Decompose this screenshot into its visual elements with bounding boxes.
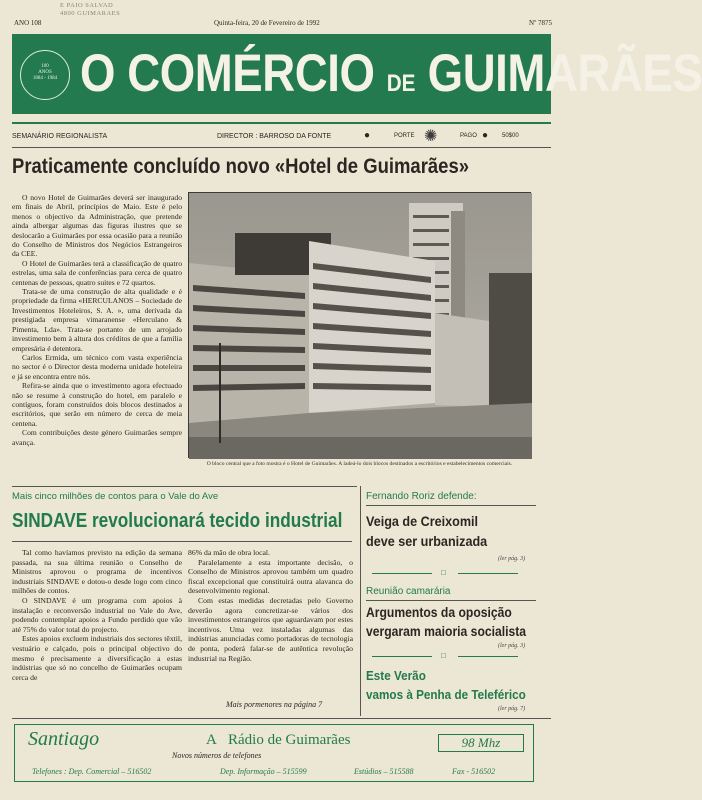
sindave-paragraph: Tal como havíamos previsto na edição da semana passada, na sua última reunião o Conselho de Ministros aprovou o programa de incentivos industriais SINDAVE e dotou-o desde logo com cinco milhões de contos.: [12, 548, 182, 596]
sindave-column-2: [188, 548, 353, 663]
stamp-line-1: E PAIO SALVAD: [60, 2, 114, 9]
bullet-icon-2: ●: [482, 130, 489, 141]
teleferico-headline-2: vamos à Penha de Teleférico: [366, 687, 526, 702]
hotel-building-illustration: [189, 193, 532, 459]
postal-stamp: [60, 2, 120, 18]
sindave-headline: SINDAVE revolucionará tecido industrial: [12, 510, 343, 532]
stamp-line-2: 4800 GUIMARAES: [60, 10, 121, 17]
top-info-line: [14, 19, 552, 31]
subtitle-bar: [12, 122, 551, 148]
seal-line-3: 1884 - 1984: [32, 76, 58, 81]
station-name: Rádio de Guimarães: [228, 732, 351, 748]
issue-number: Nº 7875: [529, 19, 552, 27]
sindave-paragraph: Paralelamente a esta importante decisão, o Conselho de Ministros aprovou também um quadro fiscal excepcional que constituirá outra alavanca do desenvolvimento regional.: [188, 557, 353, 596]
sindave-paragraph: O SINDAVE é um programa com apoios à instalação e reconversão industrial no Vale do Ave, podendo contemplar apoios a Fundo perdido que vão até 75% do valor total do projecto.: [12, 595, 182, 634]
centenary-seal-icon: [20, 50, 70, 100]
divider: [366, 600, 536, 601]
ornament-square-icon: □: [441, 651, 446, 660]
price-label: 50$00: [502, 133, 519, 139]
ornament-line: [372, 656, 432, 657]
divider: [12, 541, 352, 542]
newspaper-title: [80, 42, 702, 106]
station-a: A: [206, 732, 217, 748]
teleferico-headline-1: Este Verão: [366, 668, 426, 683]
sidebar-kicker-roriz: Fernando Roriz defende:: [366, 491, 477, 502]
pago-label: PAGO: [460, 133, 477, 139]
lead-headline: Praticamente concluído novo «Hotel de Guimarães»: [12, 155, 470, 178]
issue-year: ANO 108: [14, 19, 42, 27]
sindave-paragraph: Com estas medidas decretadas pelo Governo deverão agora concretizar-se vários dos investimentos estrangeiros que aguardavam por estes incentivos. Uma vez instaladas algumas das indústrias anunciadas como portadoras de tecnologia de ponta, poderá falar-se de autêntica revolução industrial na Região.: [188, 595, 353, 663]
santiago-brand: Santiago: [28, 728, 100, 750]
phones-subtitle: Novos números de telefones: [172, 751, 262, 760]
divider: [12, 718, 551, 719]
sindave-kicker: Mais cinco milhões de contos para o Vale do Ave: [12, 491, 219, 502]
weekly-label: SEMANÁRIO REGIONALISTA: [12, 133, 108, 140]
director-label: DIRECTOR : BARROSO DA FONTE: [217, 133, 332, 140]
column-divider: [360, 486, 361, 716]
seal-line-1: 100: [41, 64, 49, 69]
see-page-link[interactable]: (ler pág. 7): [498, 706, 526, 712]
phone-informacao: Dep. Informação – 515599: [220, 767, 307, 776]
see-page-link[interactable]: (ler pág. 3): [498, 556, 526, 562]
ornament-square-icon: □: [441, 568, 446, 577]
lead-paragraph: O novo Hotel de Guimarães deverá ser inaugurado em finais de Abril, princípios de Maio. Este é pelo menos o objectivo da Administração, que pretende ainda albergar algumas das figuras ilustres que se deslocarão a Guimarães por essa ocasião para a reunião do Conselho de Ministros dos Negócios Estrangeiros da CEE.: [12, 193, 182, 259]
lead-paragraph: O Hotel de Guimarães terá a classificação de quatro estrelas, uma sala de conferências para cerca de quatro centenas de pessoas, quatro suites e 72 quartos.: [12, 258, 182, 287]
ornament-line: [458, 573, 518, 574]
title-part-1: O COMÉRCIO: [80, 44, 375, 103]
ornament-line: [372, 573, 432, 574]
creixomil-headline-2: deve ser urbanizada: [366, 533, 488, 549]
more-details-link[interactable]: Mais pormenores na página 7: [226, 700, 323, 709]
lead-article-body: [12, 193, 182, 447]
bullet-icon: ●: [364, 130, 371, 141]
photo-caption: O bloco central que a foto mostra é o Hotel de Guimarães. A ladeá-lo dois blocos destinados a escritórios e estabelecimentos comerciais.: [206, 461, 513, 467]
sidebar-kicker-reuniao: Reunião camarária: [366, 586, 451, 597]
ornament-line: [458, 656, 518, 657]
phone-fax: Fax - 516502: [452, 767, 496, 776]
lead-paragraph: Com contribuições deste género Guimarães sempre avança.: [12, 428, 182, 447]
porte-label: PORTE: [394, 133, 415, 139]
lead-paragraph: Refira-se ainda que o investimento agora efectuado não se resume à construção do hotel, em paralelo e contíguos, foram construídos dois blocos destinados a escritórios, que serão em número de cerca de meia centena.: [12, 381, 182, 428]
divider: [366, 505, 536, 506]
issue-date: Quinta-feira, 20 de Fevereiro de 1992: [214, 19, 320, 27]
divider: [12, 486, 357, 487]
title-part-2: GUIMARÃES: [427, 44, 702, 103]
creixomil-headline-1: Veiga de Creixomil: [366, 513, 479, 529]
oposicao-headline-1: Argumentos da oposição: [366, 605, 512, 620]
flower-emblem-icon: ✺: [424, 128, 438, 145]
oposicao-headline-2: vergaram maioria socialista: [366, 624, 527, 639]
seal-line-2: ANOS: [38, 70, 52, 75]
sindave-column-1: [12, 548, 182, 682]
lead-paragraph: Carlos Ermida, um técnico com vasta experiência no sector é o Director desta moderna unidade hoteleira e já se encontra entre nós.: [12, 352, 182, 381]
hotel-photo: [188, 192, 531, 458]
sindave-paragraph: Estes apoios excluem industriais dos sectores têxtil, vestuário e calçado, pois o principal objectivo do mesmo é precisamente a diversificação a estas indústrias que só no concelho de Guimarães ocupam cerca de: [12, 634, 182, 682]
frequency-badge: 98 Mhz: [438, 734, 524, 752]
lead-paragraph: Trata-se de uma construção de alta qualidade e é propriedade da firma «HERCULANOS – Sociedade de Investimentos Hoteleiros, S. A. », uma derivada da prestigiada empresa vimaranense «Herculano & Pimenta, Lda». Trata-se portanto de um arrojado investimento bem à altura dos créditos de que a família empresária é detentora.: [12, 287, 182, 353]
sindave-paragraph: 86% da mão de obra local.: [188, 548, 270, 557]
see-page-link[interactable]: (ler pág. 3): [498, 643, 526, 649]
phone-studios: Estúdios – 515588: [354, 767, 414, 776]
title-de: DE: [386, 70, 416, 97]
phone-comercial: Telefones : Dep. Comercial – 516502: [32, 767, 152, 776]
